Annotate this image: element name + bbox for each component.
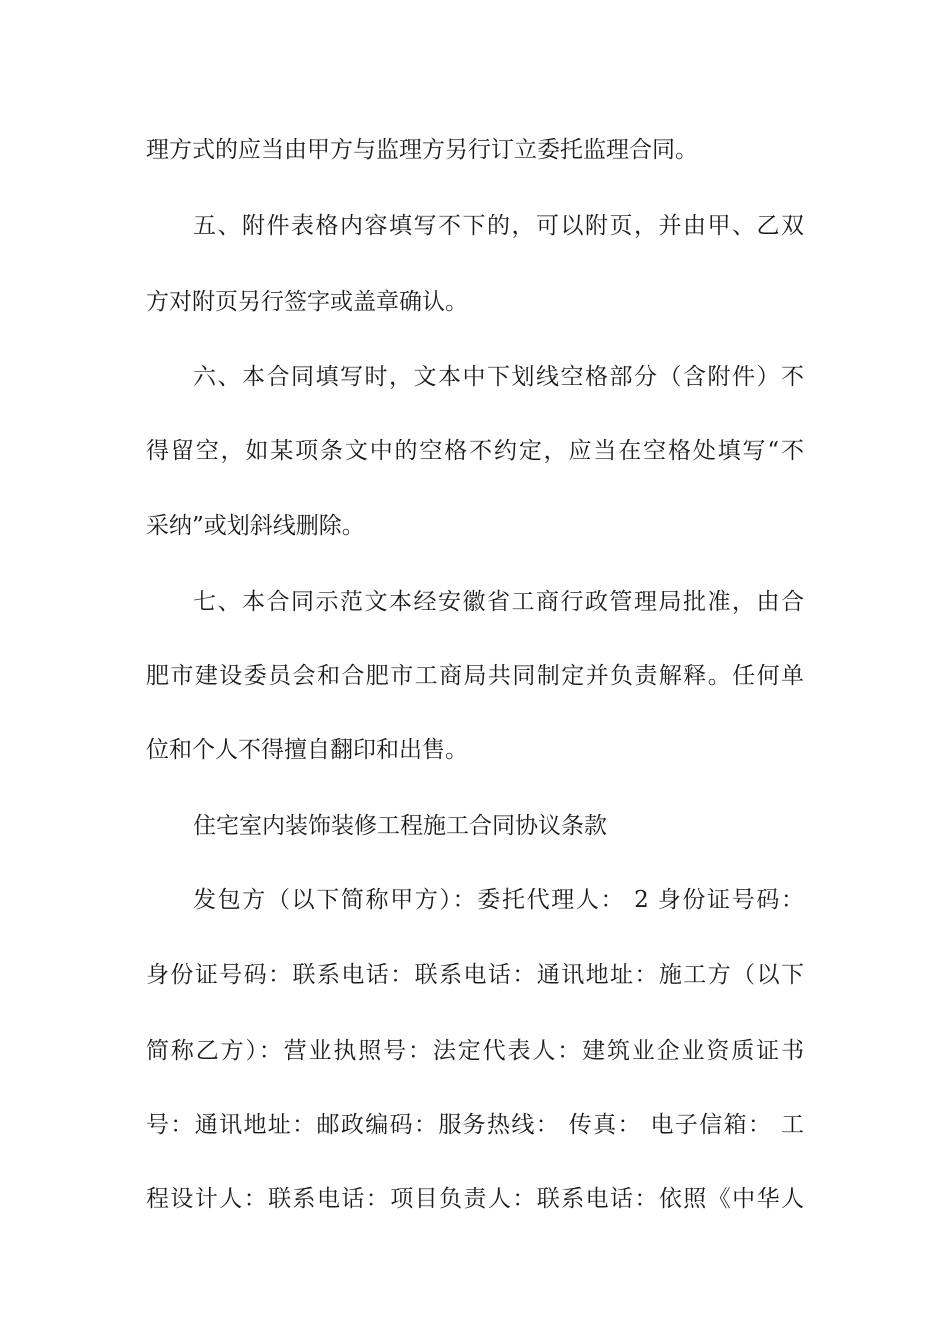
text-line: 理方式的应当由甲方与监理方另行订立委托监理合同。 [146,137,698,163]
agreement-line-4: 号：通讯地址：邮政编码：服务热线： 传真： 电子信箱： 工 [146,1112,804,1138]
agreement-line-5: 程设计人：联系电话：项目负责人：联系电话：依照《中华人 [146,1186,804,1212]
agreement-line-1: 发包方（以下简称甲方）：委托代理人： 2 身份证号码： [193,887,804,913]
section-title: 住宅室内装饰装修工程施工合同协议条款 [193,813,607,839]
paragraph-7-line-1: 七、本合同示范文本经安徽省工商行政管理局批准，由合 [193,589,804,615]
agreement-line-2: 身份证号码：联系电话：联系电话：通讯地址：施工方（以下 [146,962,804,988]
agreement-line-3: 简称乙方）：营业执照号：法定代表人：建筑业企业资质证书 [146,1038,804,1064]
paragraph-7-line-2: 肥市建设委员会和合肥市工商局共同制定并负责解释。任何单 [146,663,804,689]
paragraph-6-line-1: 六、本合同填写时，文本中下划线空格部分（含附件）不 [193,364,804,390]
paragraph-6-line-2: 得留空，如某项条文中的空格不约定，应当在空格处填写“不 [146,438,804,464]
paragraph-7-line-3: 位和个人不得擅自翻印和出售。 [146,737,468,763]
paragraph-5-line-1: 五、附件表格内容填写不下的，可以附页，并由甲、乙双 [193,213,804,239]
paragraph-5-line-2: 方对附页另行签字或盖章确认。 [146,289,468,315]
paragraph-6-line-3: 采纳”或划斜线删除。 [146,513,365,539]
